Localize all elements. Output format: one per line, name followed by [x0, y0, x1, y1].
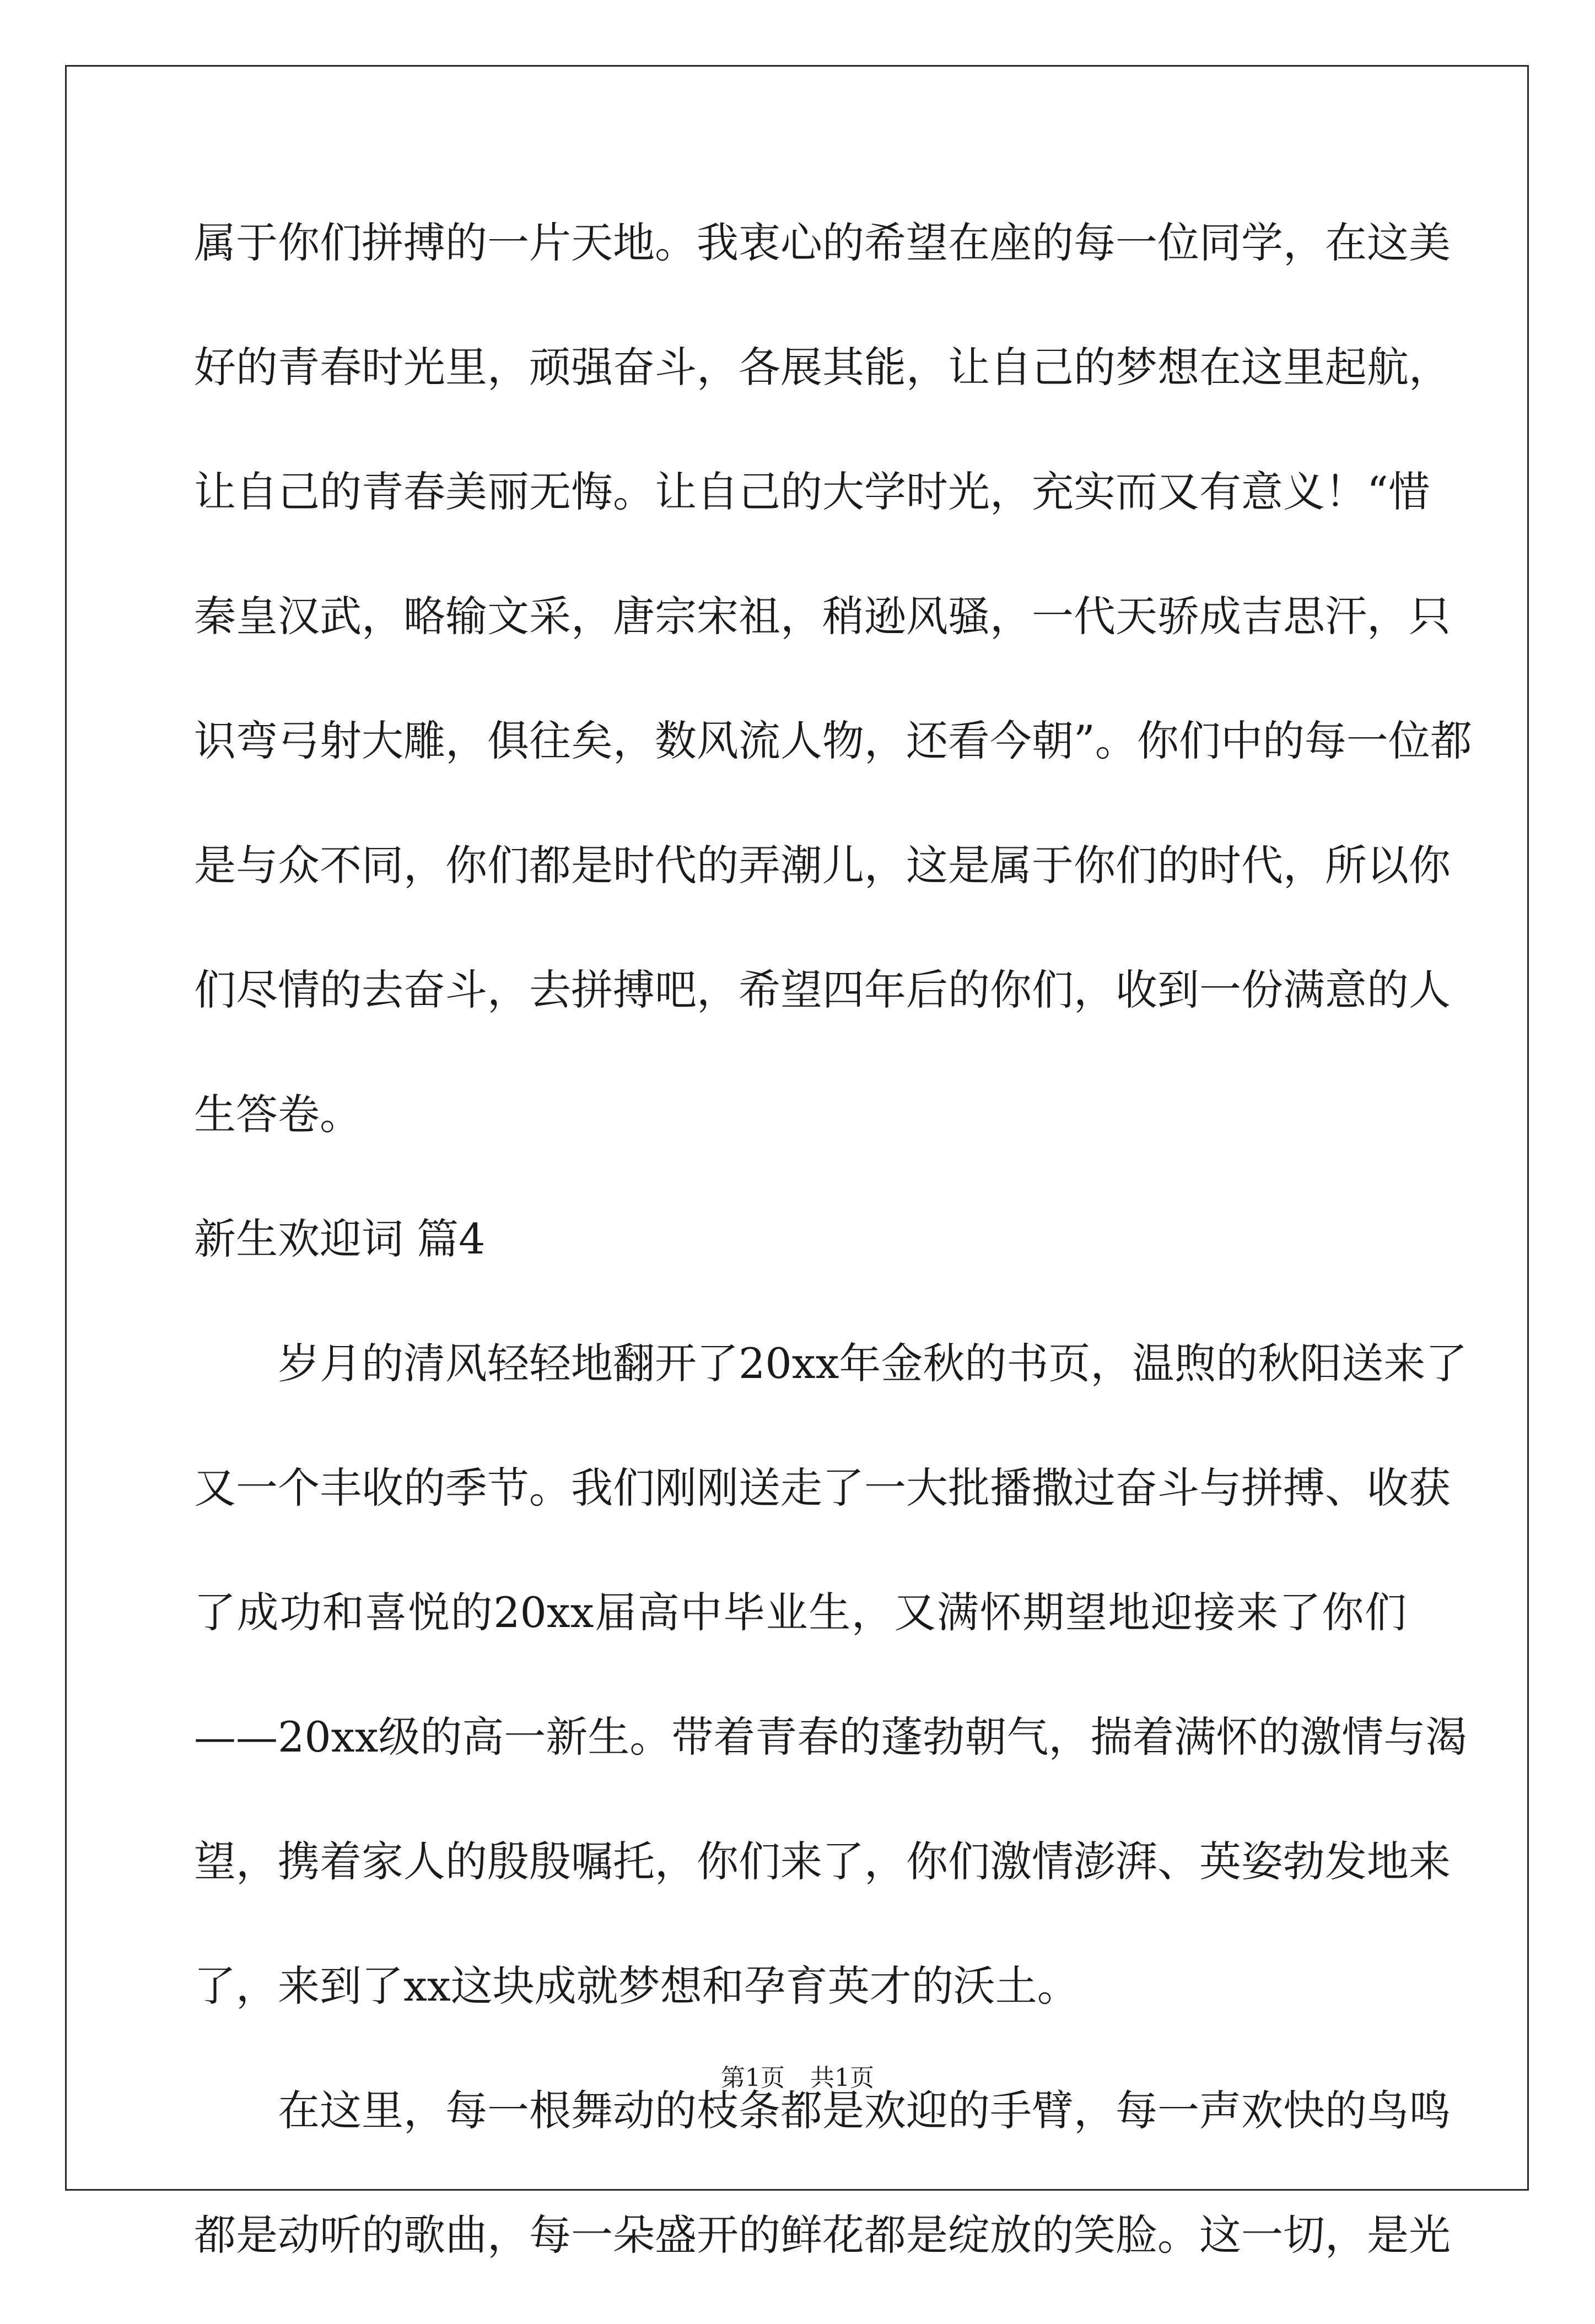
- text-line: 识弯弓射大雕，俱往矣，数风流人物，还看今朝”。你们中的每一位都: [194, 716, 1472, 765]
- section-heading: 新生欢迎词 篇4: [194, 1214, 486, 1263]
- text-line: 岁月的清风轻轻地翻开了20xx年金秋的书页，温煦的秋阳送来了: [278, 1339, 1468, 1388]
- document-body: [194, 207, 1472, 2324]
- text-line: 生答卷。: [194, 1090, 362, 1139]
- text-line: 在这里，每一根舞动的枝条都是欢迎的手臂，每一声欢快的鸟鸣: [278, 2086, 1451, 2135]
- text-line: 属于你们拼搏的一片天地。我衷心的希望在座的每一位同学，在这美: [194, 218, 1451, 267]
- text-line: 都是动听的歌曲，每一朵盛开的鲜花都是绽放的笑脸。这一切，是光: [194, 2210, 1451, 2260]
- text-line: 秦皇汉武，略输文采，唐宗宋祖，稍逊风骚，一代天骄成吉思汗，只: [194, 592, 1451, 641]
- text-line: 们尽情的去奋斗，去拼搏吧，希望四年后的你们，收到一份满意的人: [194, 965, 1451, 1014]
- text-line: 望，携着家人的殷殷嘱托，你们来了，你们激情澎湃、英姿勃发地来: [194, 1837, 1451, 1886]
- text-line: 让自己的青春美丽无悔。让自己的大学时光，充实而又有意义！“惜: [194, 467, 1430, 516]
- text-line: 了，来到了xx这块成就梦想和孕育英才的沃土。: [194, 1961, 1079, 2010]
- page-number: 第1页: [721, 2064, 785, 2092]
- text-line: 是与众不同，你们都是时代的弄潮儿，这是属于你们的时代，所以你: [194, 841, 1451, 890]
- text-line: 了成功和喜悦的20xx届高中毕业生，又满怀期望地迎接来了你们: [194, 1588, 1407, 1637]
- page-footer: [0, 2062, 1595, 2095]
- page-total: 共1页: [810, 2064, 874, 2092]
- text-line: 好的青春时光里，顽强奋斗，各展其能，让自己的梦想在这里起航，: [194, 343, 1451, 392]
- text-line: ——20xx级的高一新生。带着青春的蓬勃朝气，揣着满怀的激情与渴: [194, 1712, 1468, 1761]
- text-line: 又一个丰收的季节。我们刚刚送走了一大批播撒过奋斗与拼搏、收获: [194, 1463, 1451, 1512]
